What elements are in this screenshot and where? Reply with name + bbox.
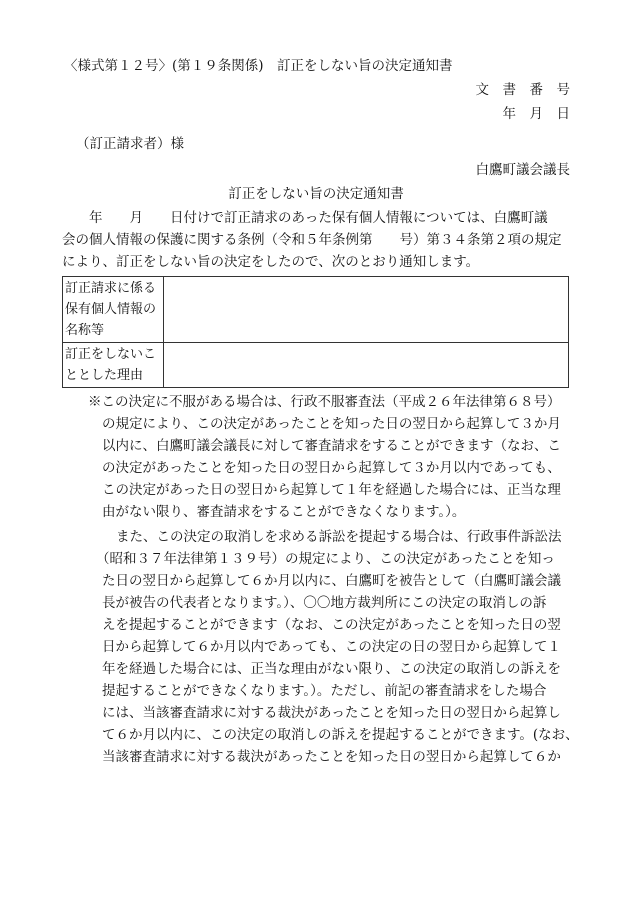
addressee: （訂正請求者）様 bbox=[76, 136, 184, 152]
note-line: の決定があったことを知った日の翌日から起算して３か月以内であっても、 bbox=[102, 460, 561, 476]
intro-line: 会の個人情報の保護に関する条例（令和５年条例第 号）第３４条第２項の規定 bbox=[62, 232, 562, 248]
note-line: ※この決定に不服がある場合は、行政不服審査法（平成２６年法律第６８号） bbox=[88, 394, 561, 410]
row-value-reason bbox=[164, 343, 569, 388]
row-label-line: 保有個人情報の bbox=[65, 302, 157, 317]
row-label-line: 訂正をしないこ bbox=[65, 347, 157, 362]
para-line: 当該審査請求に対する裁決があったことを知った日の翌日から起算して６か bbox=[102, 749, 561, 765]
para-line: 提起することができなくなります。）。ただし、前記の審査請求をした場合 bbox=[102, 683, 547, 699]
appeal-note bbox=[62, 391, 570, 523]
row-label-reason bbox=[63, 343, 164, 388]
info-table bbox=[62, 276, 569, 388]
para-line: また、この決定の取消しを求める訴訟を提起する場合は、行政事件訴訟法 bbox=[116, 529, 562, 545]
intro-line: により、訂正をしない旨の決定をしたので、次のとおり通知します。 bbox=[62, 254, 480, 270]
para-line: 年を経過した場合には、正当な理由がない限り、この決定の取消しの訴えを bbox=[102, 661, 561, 677]
note-line: 由がない限り、審査請求をすることができなくなります。）。 bbox=[102, 504, 466, 520]
para-line: （昭和３７年法律第１３９号）の規定により、この決定があったことを知っ bbox=[96, 551, 555, 567]
para-line: 長が被告の代表者となります。）、〇〇地方裁判所にこの決定の取消しの訴 bbox=[102, 595, 547, 611]
note-line: 以内に、白鷹町議会議長に対して審査請求をすることができます（なお、こ bbox=[102, 438, 561, 454]
para-line: 日から起算して６か月以内であっても、この決定の日の翌日から起算して１ bbox=[102, 639, 561, 655]
document-title: 訂正をしない旨の決定通知書 bbox=[228, 186, 404, 202]
row-label-line: 名称等 bbox=[65, 323, 105, 338]
para-line: て６か月以内に、この決定の取消しの訴えを提起することができます。(なお、 bbox=[102, 727, 579, 743]
note-line: の規定により、この決定があったことを知った日の翌日から起算して３か月 bbox=[102, 416, 561, 432]
intro-line: 年 月 日付けで訂正請求のあった保有個人情報については、白鷹町議 bbox=[62, 210, 548, 226]
intro-paragraph bbox=[62, 207, 570, 273]
row-value-info-name bbox=[164, 277, 569, 343]
document-number-label: 文 書 番 号 bbox=[475, 82, 570, 98]
table-row bbox=[63, 277, 569, 343]
row-label-line: 訂正請求に係る bbox=[65, 281, 157, 296]
lawsuit-paragraph bbox=[62, 526, 579, 768]
date-label: 年 月 日 bbox=[502, 106, 570, 122]
para-line: えを提起することができます（なお、この決定があったことを知った日の翌 bbox=[102, 617, 561, 633]
sender: 白鷹町議会議長 bbox=[475, 162, 570, 178]
para-line: た日の翌日から起算して６か月以内に、白鷹町を被告として（白鷹町議会議 bbox=[102, 573, 561, 589]
table-row bbox=[63, 343, 569, 388]
row-label-line: ととした理由 bbox=[65, 368, 144, 383]
note-line: この決定があった日の翌日から起算して１年を経過した場合には、正当な理 bbox=[102, 482, 561, 498]
form-header: 〈様式第１２号〉(第１９条関係) 訂正をしない旨の決定通知書 bbox=[64, 58, 453, 74]
para-line: には、当該審査請求に対する裁決があったことを知った日の翌日から起算し bbox=[102, 705, 561, 721]
row-label-info-name bbox=[63, 277, 164, 343]
